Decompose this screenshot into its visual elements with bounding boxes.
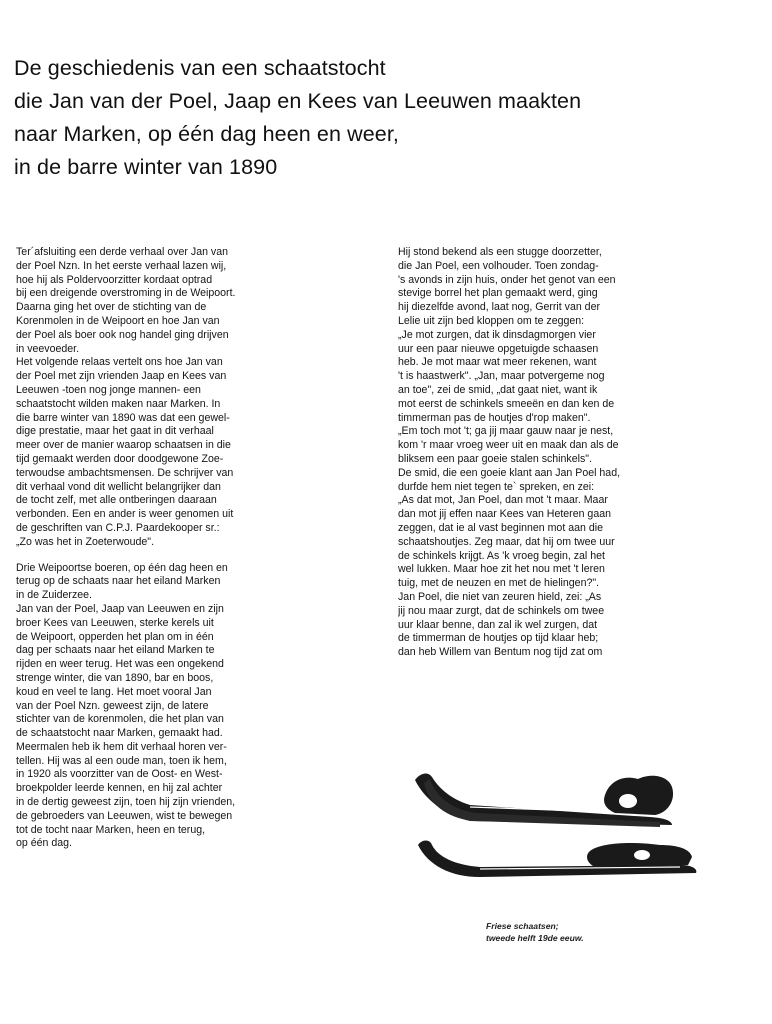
text-line: durfde hem niet tegen te` spreken, en zei:: [398, 480, 595, 493]
story-continuation: [398, 246, 742, 660]
text-line: tijd gemaakt werden door doodgewone Zoe-: [16, 452, 224, 465]
text-line: Het volgende relaas vertelt ons hoe Jan van: [16, 356, 223, 369]
text-line: timmerman pas de houtjes d'rop maken".: [398, 411, 591, 424]
text-line: in 1920 als voorzitter van de Oost- en West-: [16, 768, 223, 781]
text-line: „Je mot zurgen, dat ik dinsdagmorgen vier: [398, 328, 596, 341]
figure-caption: [486, 920, 584, 944]
text-line: Drie Weipoortse boeren, op één dag heen en: [16, 561, 228, 574]
text-line: dag per schaats naar het eiland Marken te: [16, 644, 215, 657]
text-line: van der Poel Nzn. geweest zijn, de latere: [16, 699, 209, 712]
text-line: der Poel als boer ook nog handel ging drijven: [16, 328, 229, 341]
left-text-column: [16, 246, 366, 851]
text-line: broer Kees van Leeuwen, sterke kerels uit: [16, 616, 214, 629]
text-line: stichter van de korenmolen, die het plan van: [16, 713, 224, 726]
text-line: „As dat mot, Jan Poel, dan mot 't maar. Maar: [398, 494, 608, 507]
right-text-column: [398, 246, 742, 660]
text-line: bij een dreigende overstroming in de Weipoort.: [16, 287, 236, 300]
text-line: die Jan Poel, een volhouder. Toen zondag-: [398, 259, 599, 272]
text-line: Ter´afsluiting een derde verhaal over Jan van: [16, 246, 228, 258]
text-line: koud en veel te lang. Het moet vooral Jan: [16, 685, 212, 698]
text-line: dige prestatie, maar het gaat in dit verhaal: [16, 425, 214, 438]
text-line: De smid, die een goeie klant aan Jan Poel had,: [398, 466, 621, 479]
text-line: verbonden. Een en ander is weer genomen uit: [16, 508, 234, 521]
title-line: naar Marken, op één dag heen en weer,: [14, 122, 399, 146]
text-line: der Poel Nzn. In het eerste verhaal lazen wij,: [16, 259, 227, 272]
text-line: „Zo was het in Zoeterwoude".: [16, 535, 155, 548]
text-line: de gebroeders van Leeuwen, wist te bewegen: [16, 809, 233, 822]
paragraph-gap: [16, 550, 366, 562]
text-line: Lelie uit zijn bed kloppen om te zeggen:: [398, 314, 585, 327]
text-line: Jan van der Poel, Jaap van Leeuwen en zijn: [16, 602, 224, 615]
skate-bottom: [418, 841, 696, 878]
text-line: dan heb Willem van Bentum nog tijd zat om: [398, 646, 603, 659]
text-line: hoe hij als Poldervoorzitter kordaat optrad: [16, 273, 213, 286]
text-line: Meermalen heb ik hem dit verhaal horen ver-: [16, 740, 227, 753]
text-line: in de dertig geweest zijn, toen hij zijn vrienden,: [16, 796, 236, 809]
text-line: uur klaar benne, dan zal ik wel zurgen, dat: [398, 618, 598, 631]
text-line: dit verhaal vond dit wellicht belangrijker dan: [16, 480, 221, 493]
text-line: meer over de manier waarop schaatsen in die: [16, 439, 231, 452]
text-line: hij diezelfde avond, laat nog, Gerrit van der: [398, 301, 600, 314]
text-line: Jan Poel, die niet van zeuren hield, zei: „As: [398, 590, 602, 603]
title-line: De geschiedenis van een schaatstocht: [14, 56, 386, 80]
text-line: tellen. Hij was al een oude man, toen ik hem,: [16, 754, 227, 767]
text-line: der Poel met zijn vrienden Jaap en Kees van: [16, 370, 227, 383]
text-line: tuig, met de neuzen en met de hielingen?".: [398, 577, 600, 590]
text-line: jij nou maar zurgt, dat de schinkels om twee: [398, 604, 605, 617]
text-line: Hij stond bekend als een stugge doorzetter,: [398, 246, 602, 258]
text-line: broekpolder leerde kennen, en hij zal achter: [16, 782, 223, 795]
text-line: die barre winter van 1890 was dat een gewel-: [16, 411, 230, 424]
text-line: schaatshoutjes. Zeg maar, dat hij om twee uur: [398, 535, 615, 548]
skate-top: [415, 773, 673, 827]
text-line: in veevoeder.: [16, 342, 80, 355]
text-line: kom 'r maar vroeg weer uit en maak dan als de: [398, 439, 619, 452]
text-line: op één dag.: [16, 837, 72, 850]
text-line: tot de tocht naar Marken, heen en terug,: [16, 823, 206, 836]
text-line: de tocht zelf, met alle ontberingen daaraan: [16, 494, 217, 507]
text-line: uur een paar nieuwe opgetuigde schaasen: [398, 342, 599, 355]
text-line: rijden en weer terug. Het was een ongekend: [16, 658, 224, 671]
text-line: terwoudse ambachtsmensen. De schrijver van: [16, 466, 234, 479]
frisian-skates-illustration: [410, 765, 710, 895]
title-line: die Jan van der Poel, Jaap en Kees van Leeuwen maakten: [14, 89, 582, 113]
text-line: de schinkels krijgt. As 'k vroeg begin, zal het: [398, 549, 605, 562]
text-line: Leeuwen -toen nog jonge mannen- een: [16, 383, 201, 396]
text-line: schaatstocht wilden maken naar Marken. In: [16, 397, 221, 410]
text-line: de schaatstocht naar Marken, gemaakt had.: [16, 727, 223, 740]
text-line: 's avonds in zijn huis, onder het genot van een: [398, 273, 616, 286]
text-line: mot eerst de schinkels smeeën en dan ken de: [398, 397, 615, 410]
article-title: [14, 52, 754, 184]
text-line: bliksem een paar goeie stalen schinkels".: [398, 452, 592, 465]
text-line: de geschriften van C.P.J. Paardekooper sr.:: [16, 521, 220, 534]
text-line: de timmerman de houtjes op tijd klaar heb;: [398, 632, 599, 645]
text-line: stevige borrel het plan gemaakt werd, ging: [398, 287, 598, 300]
caption-line: Friese schaatsen;: [486, 921, 559, 931]
text-line: zeggen, dat ie al vast beginnen mot aan die: [398, 521, 603, 534]
text-line: Korenmolen in de Weipoort en hoe Jan van: [16, 314, 220, 327]
text-line: Daarna ging het over de stichting van de: [16, 301, 207, 314]
text-line: an toe", zei de smid, „dat gaat niet, want ik: [398, 383, 598, 396]
story-paragraph: [16, 562, 366, 852]
title-line: in de barre winter van 1890: [14, 155, 278, 179]
text-line: in de Zuiderzee.: [16, 589, 92, 602]
text-line: dan mot jij effen naar Kees van Heteren gaan: [398, 508, 611, 521]
intro-paragraph: [16, 246, 366, 550]
text-line: de Weipoort, opperden het plan om in één: [16, 630, 214, 643]
text-line: heb. Je mot maar wat meer rekenen, want: [398, 356, 597, 369]
text-line: strenge winter, die van 1890, bar en boos,: [16, 671, 214, 684]
text-line: 't is haastwerk". „Jan, maar potvergeme nog: [398, 370, 605, 383]
text-line: terug op de schaats naar het eiland Marken: [16, 575, 221, 588]
caption-line: tweede helft 19de eeuw.: [486, 933, 584, 943]
text-line: „Em toch mot 't; ga jij maar gauw naar je nest,: [398, 425, 614, 438]
text-line: wel lukken. Maar hoe zit het nou met 't leren: [398, 563, 605, 576]
